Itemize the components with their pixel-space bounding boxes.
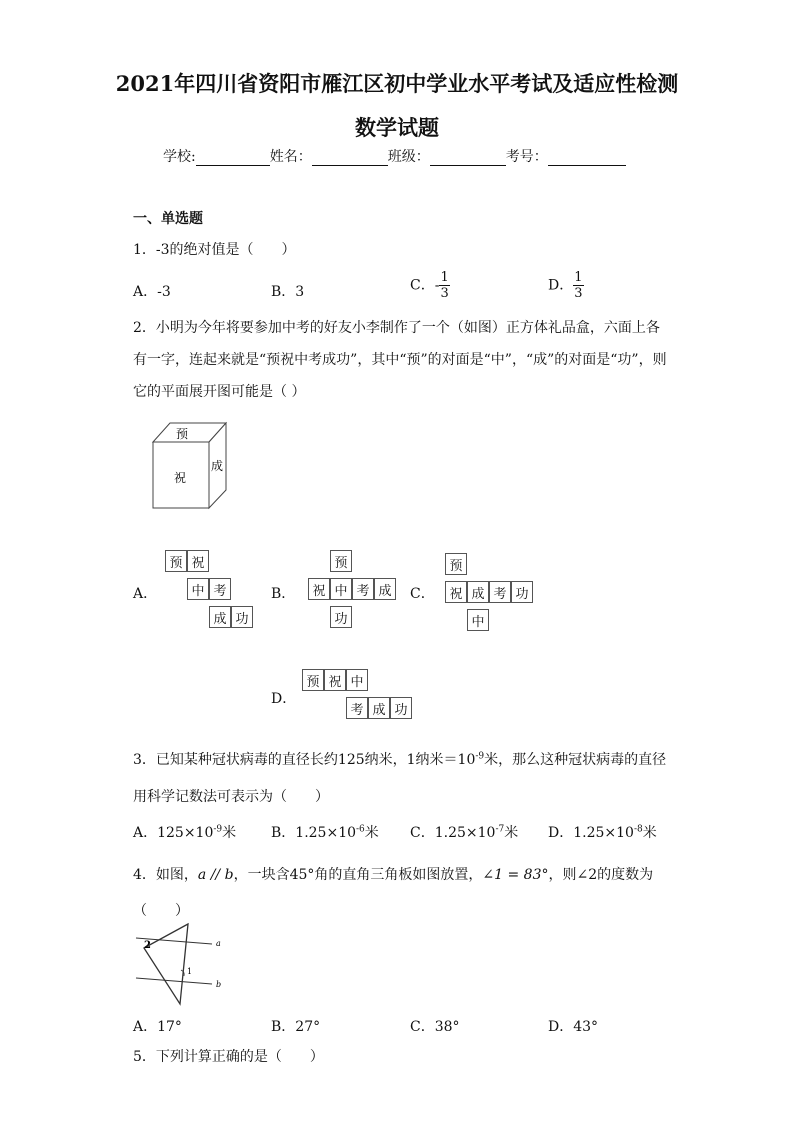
- option-unit: 米: [642, 825, 657, 841]
- fraction-numerator: 1: [440, 270, 449, 285]
- option-exponent: -7: [495, 824, 505, 835]
- school-blank[interactable]: [196, 151, 270, 166]
- question-3-option-a: [133, 822, 236, 842]
- name-label: 姓名：: [269, 149, 312, 165]
- net-cell: 功: [511, 581, 533, 603]
- net-cell: 成: [467, 581, 489, 603]
- net-cell: 预: [302, 669, 324, 691]
- question-4-line-1: [133, 864, 653, 884]
- class-blank[interactable]: [430, 151, 506, 166]
- question-3-option-d: [548, 822, 657, 842]
- line-label-b: b: [216, 980, 222, 989]
- question-1-stem: 1．-3的绝对值是（ ）: [133, 242, 296, 258]
- class-label: 班级：: [387, 149, 430, 165]
- net-cell: 成: [374, 578, 396, 600]
- question-2-line-3: 它的平面展开图可能是（ ）: [133, 384, 306, 400]
- question-2-option-d: D．: [271, 691, 297, 707]
- question-3-option-b: [271, 822, 379, 842]
- line-label-a: a: [216, 939, 221, 948]
- option-text: B．1.25×10: [271, 825, 357, 841]
- fraction-denominator: 3: [440, 286, 449, 301]
- question-1-option-b: B．3: [271, 284, 305, 300]
- section-heading: 一、单选题: [133, 211, 203, 227]
- question-2-option-a: A．: [133, 586, 158, 602]
- option-c-prefix: C．-: [410, 277, 440, 294]
- question-3-line-2: 用科学记数法可表示为（ ）: [133, 789, 329, 805]
- question-4-line-2: （ ）: [133, 903, 189, 919]
- question-5-stem: 5．下列计算正确的是（ ）: [133, 1049, 324, 1065]
- school-label: 学校:: [163, 149, 196, 165]
- question-1-option-d: [548, 270, 584, 301]
- cube-front-char: 祝: [173, 471, 187, 485]
- question-2-option-b: B．: [271, 586, 296, 602]
- net-cell: 中: [187, 578, 209, 600]
- q4-math: a // b: [197, 867, 234, 883]
- angle-label-1: 1: [187, 967, 193, 976]
- net-cell: 考: [352, 578, 374, 600]
- student-info-line: [163, 146, 626, 166]
- q3-exponent: -9: [475, 751, 485, 762]
- question-2-option-c: C．: [410, 586, 435, 602]
- option-unit: 米: [222, 825, 237, 841]
- fraction-denominator: 3: [574, 286, 583, 301]
- net-cell: 祝: [324, 669, 346, 691]
- angle-label-2: 2: [144, 940, 151, 951]
- option-exponent: -6: [356, 824, 365, 835]
- question-3-line-1: [133, 749, 666, 769]
- question-4-option-d: D．43°: [548, 1019, 599, 1035]
- q4-text: ，则∠2的度数为: [548, 867, 654, 883]
- exam-number-label: 考号：: [505, 149, 548, 165]
- question-2-line-1: 2．小明为今年将要参加中考的好友小李制作了一个（如图）正方体礼品盒，六面上各: [133, 320, 660, 336]
- net-cell: 祝: [187, 550, 209, 572]
- option-exponent: -8: [633, 824, 643, 835]
- question-1-option-c: [410, 270, 450, 301]
- fraction-one-third: [439, 270, 449, 301]
- net-cell: 考: [346, 697, 368, 719]
- net-cell: 成: [368, 697, 390, 719]
- page-title: 2021年四川省资阳市雁江区初中学业水平考试及适应性检测: [115, 71, 679, 96]
- question-4-option-c: C．38°: [410, 1019, 460, 1035]
- cube-top-char: 预: [175, 427, 189, 441]
- net-cell: 祝: [308, 578, 330, 600]
- net-cell: 中: [467, 609, 489, 631]
- option-unit: 米: [504, 825, 519, 841]
- net-cell: 中: [346, 669, 368, 691]
- option-text: D．1.25×10: [548, 825, 634, 841]
- fraction-numerator: 1: [574, 270, 583, 285]
- fraction-one-third: [573, 270, 583, 301]
- net-cell: 考: [209, 578, 231, 600]
- net-cell: 预: [165, 550, 187, 572]
- option-text: A．125×10: [133, 825, 214, 841]
- cube-right-char: 成: [210, 459, 224, 473]
- question-4-option-b: B．27°: [271, 1019, 321, 1035]
- q3-text: 3．已知某种冠状病毒的直径长约125纳米，1纳米＝10: [133, 752, 476, 768]
- option-exponent: -9: [213, 824, 223, 835]
- option-unit: 米: [364, 825, 379, 841]
- option-d-prefix: D．: [548, 277, 574, 294]
- net-cell: 预: [445, 553, 467, 575]
- q4-text: 4．如图，: [133, 867, 198, 883]
- question-4-option-a: A．17°: [133, 1019, 182, 1035]
- exam-number-blank[interactable]: [548, 151, 626, 166]
- question-3-option-c: [410, 822, 518, 842]
- net-cell: 祝: [445, 581, 467, 603]
- question-2-line-2: 有一字，连起来就是“预祝中考成功”，其中“预”的对面是“中”，“成”的对面是“功”，则: [133, 352, 667, 368]
- question-1-option-a: A．-3: [133, 284, 171, 300]
- q3-text: 米，那么这种冠状病毒的直径: [484, 752, 667, 768]
- net-cell: 功: [330, 606, 352, 628]
- net-cell: 考: [489, 581, 511, 603]
- net-cell: 成: [209, 606, 231, 628]
- page-subtitle: 数学试题: [355, 115, 439, 140]
- net-cell: 预: [330, 550, 352, 572]
- q4-math: ∠1 = 83°: [482, 867, 549, 883]
- net-cell: 中: [330, 578, 352, 600]
- name-blank[interactable]: [312, 151, 388, 166]
- parallel-lines-triangle-figure: [132, 920, 222, 1008]
- q4-text: ，一块含45°角的直角三角板如图放置，: [233, 867, 483, 883]
- option-text: C．1.25×10: [410, 825, 496, 841]
- gift-cube-figure: [148, 418, 234, 510]
- net-cell: 功: [390, 697, 412, 719]
- net-cell: 功: [231, 606, 253, 628]
